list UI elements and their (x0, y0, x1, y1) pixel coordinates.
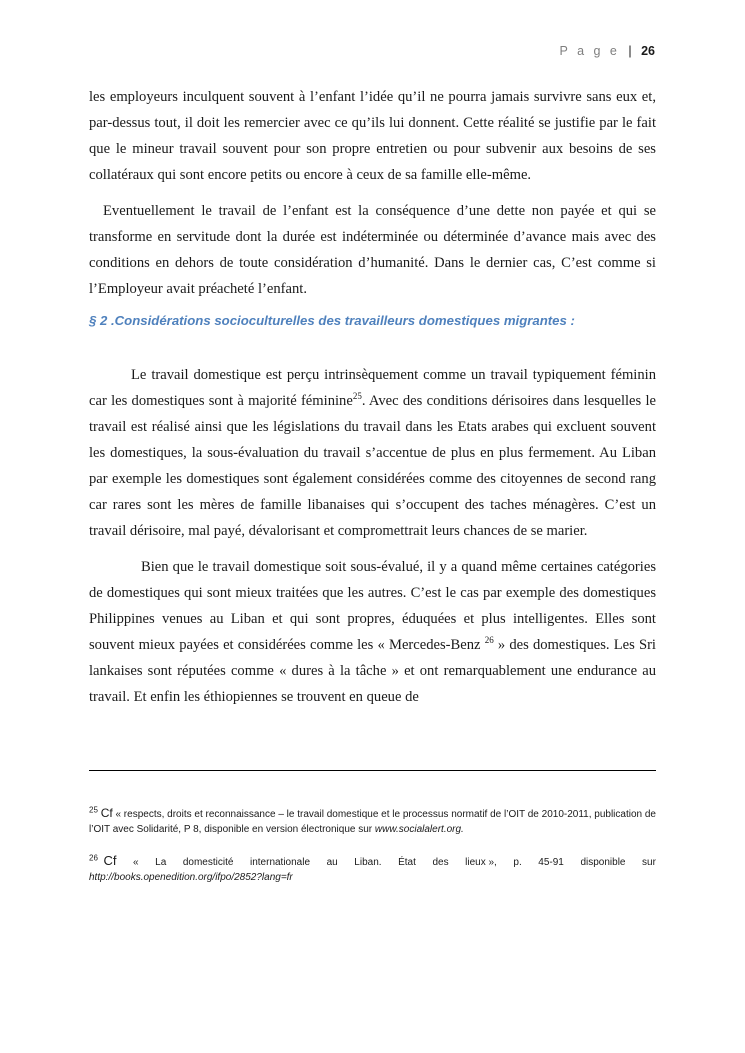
paragraph-4 (89, 554, 656, 710)
footnote-ref-26[interactable]: 26 (484, 635, 494, 646)
paragraph-3-part-b: . Avec des conditions dérisoires dans lesquelles le travail est réalisé ainsi que les législations du travail dans les Etats arabes qui excluent souvent les domestiques, la sous-évaluation du travail s’accentue de plus en plus fermement. Au Liban par exemple les domestiques sont également considérées comme des citoyennes de second rang car rares sont les mères de famille libanaises qui s’occupent des taches ménagères. C’est un travail dérisoire, mal payé, dévalorisant et compromettrait leurs chances de se marier. (89, 393, 656, 539)
footnote-25 (89, 806, 656, 837)
footnote-26 (89, 853, 656, 885)
section-heading: § 2 .Considérations socioculturelles des travailleurs domestiques migrantes : (89, 313, 575, 328)
footnote-26-word: « (133, 857, 139, 868)
footnote-26-word: au (326, 857, 338, 868)
page-label: P a g e (559, 44, 620, 58)
footnote-26-word: domesticité (182, 857, 234, 868)
paragraph-3 (89, 362, 656, 544)
paragraph-4-part-b: » des domestiques. Les Sri lankaises sont réputées comme « dures à la tâche » et ont remarquablement une endurance au travail. Et enfin les éthiopiennes se trouvent en queue de (89, 637, 656, 705)
footnote-26-word: Liban. (354, 857, 382, 868)
footnote-26-word: lieux », (465, 857, 497, 868)
footnote-26-marker: 26 (89, 853, 98, 863)
footnote-divider (89, 770, 656, 771)
footnote-26-word: p. (513, 857, 522, 868)
footnote-25-marker: 25 (89, 805, 98, 815)
paragraph-3-part-a: Le travail domestique est perçu intrinsèquement comme un travail typiquement féminin car les domestiques sont à majorité féminine (89, 367, 656, 409)
paragraph-4-part-a: Bien que le travail domestique soit sous-évalué, il y a quand même certaines catégories de domestiques qui sont mieux traitées que les autres. C’est le cas par exemple des domestiques Philippines venues au Liban et qui sont propres, éduquées et plus intelligentes. Elles sont souvent mieux payées et considérées comme les « Mercedes-Benz (89, 559, 656, 653)
footnote-26-cf: Cf (103, 853, 117, 868)
page-number: 26 (641, 44, 655, 58)
footnote-26-word: sur (642, 857, 656, 868)
footnote-ref-25[interactable]: 25 (352, 391, 362, 402)
page-header (559, 44, 655, 58)
footnote-25-text: « respects, droits et reconnaissance – le travail domestique et le processus normatif de l’OIT de 2010-2011, publication de l’OIT avec Solidarité, P 8, disponible en version électronique sur (89, 809, 656, 835)
footnote-26-word: internationale (249, 857, 311, 868)
footnote-26-link[interactable]: http://books.openedition.org/ifpo/2852?lang=fr (89, 872, 293, 883)
body-text (89, 84, 656, 710)
footnote-26-line-1 (89, 853, 656, 870)
footnote-26-word: 45-91 (538, 857, 564, 868)
paragraph-1: les employeurs inculquent souvent à l’enfant l’idée qu’il ne pourra jamais survivre sans eux et, par-dessus tout, il doit les remercier avec ce qu’ils lui donnent. Cette réalité se justifie par le fait que le mineur travail souvent pour son propre entretien ou pour subvenir aux besoins de ses collatéraux qui sont encore petits ou encore à ceux de sa famille elle-même. (89, 89, 656, 183)
page-separator: | (628, 44, 632, 58)
footnote-26-word: État (398, 857, 416, 868)
footnote-25-link[interactable]: www.socialalert.org. (374, 824, 464, 835)
paragraph-2: Eventuellement le travail de l’enfant est la conséquence d’une dette non payée et qui se transforme en servitude dont la durée est indéterminée ou déterminée d’avance mais avec des conditions en dehors de toute considération d’humanité. Dans le dernier cas, C’est comme si l’Employeur avait préacheté l’enfant. (89, 203, 656, 297)
footnote-26-word: disponible (580, 857, 626, 868)
footnote-26-word: des (432, 857, 449, 868)
footnote-26-marker-group (89, 853, 116, 870)
footnote-26-word: La (155, 857, 167, 868)
footnote-25-cf: Cf (100, 806, 113, 820)
footnotes (89, 806, 656, 885)
